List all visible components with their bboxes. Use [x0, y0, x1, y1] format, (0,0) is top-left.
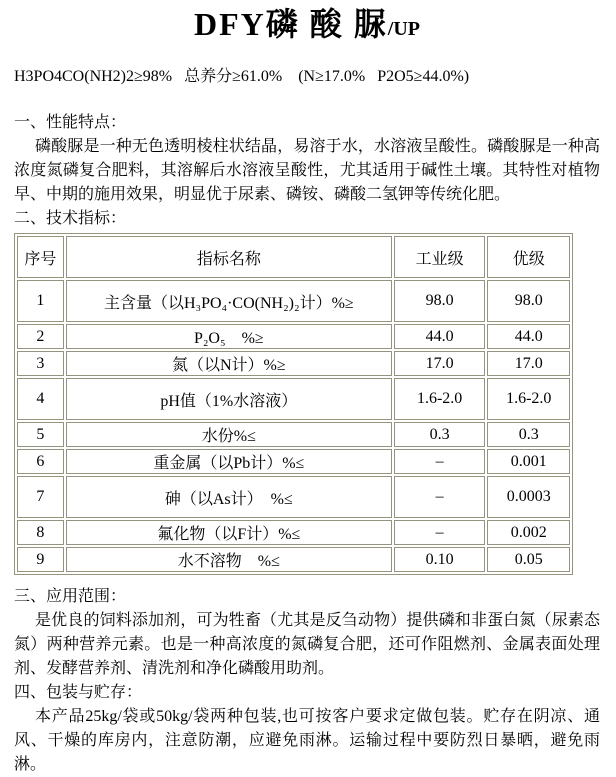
industrial-grade-value: – — [394, 520, 486, 545]
industrial-grade-value: 44.0 — [394, 324, 486, 349]
specs-line: H3PO4CO(NH2)2≥98% 总养分≥61.0% (N≥17.0% P2O5≥44.0%) — [14, 68, 470, 85]
premium-grade-value: 0.002 — [487, 520, 570, 545]
row-index: 7 — [17, 476, 64, 518]
row-index: 4 — [17, 378, 64, 420]
row-index: 1 — [17, 280, 64, 322]
section-1-body: 磷酸脲是一种无色透明棱柱状结晶，易溶于水，水溶液呈酸性。磷酸脲是一种高浓度氮磷复合肥料，其溶解后水溶液呈酸性，尤其适用于碱性土壤。其特性对植物早、中期的施用效果，明显优于尿素、磷铵、磷酸二氢钾等传统化肥。 — [14, 138, 600, 203]
indicator-name: P₂O₅ %≥ — [66, 324, 392, 349]
technical-indicators-table — [14, 233, 573, 575]
industrial-grade-value: – — [394, 476, 486, 518]
section-3-heading: 三、应用范围： — [14, 588, 127, 605]
table-header-row — [17, 236, 570, 278]
premium-grade-value: 0.0003 — [487, 476, 570, 518]
table-row — [17, 351, 570, 376]
row-index: 3 — [17, 351, 64, 376]
indicator-name: 重金属（以Pb计）%≤ — [66, 449, 392, 474]
table-row — [17, 476, 570, 518]
premium-grade-value: 44.0 — [487, 324, 570, 349]
section-2-heading: 二、技术指标： — [14, 210, 127, 227]
indicator-name: 主含量（以H₃PO₄·CO(NH₂)₂计）%≥ — [66, 280, 392, 322]
row-index: 5 — [17, 422, 64, 447]
indicator-name: 氟化物（以F计）%≤ — [66, 520, 392, 545]
page-title — [14, 4, 600, 49]
indicator-name: 水不溶物 %≤ — [66, 547, 392, 572]
industrial-grade-value: 1.6-2.0 — [394, 378, 486, 420]
premium-grade-value: 0.001 — [487, 449, 570, 474]
page-title-main: DFY磷 酸 脲 — [194, 6, 388, 42]
column-header-indicator-name: 指标名称 — [66, 236, 392, 278]
industrial-grade-value: 98.0 — [394, 280, 486, 322]
table-row — [17, 378, 570, 420]
industrial-grade-value: – — [394, 449, 486, 474]
indicator-name: 氮（以N计）%≥ — [66, 351, 392, 376]
table-row — [17, 520, 570, 545]
indicator-name: 砷（以As计） %≤ — [66, 476, 392, 518]
premium-grade-value: 17.0 — [487, 351, 570, 376]
table-row — [17, 547, 570, 572]
industrial-grade-value: 0.10 — [394, 547, 486, 572]
column-header-industrial-grade: 工业级 — [394, 236, 486, 278]
row-index: 9 — [17, 547, 64, 572]
table-row — [17, 324, 570, 349]
column-header-premium-grade: 优级 — [487, 236, 570, 278]
premium-grade-value: 0.3 — [487, 422, 570, 447]
indicator-name: pH值（1%水溶液） — [66, 378, 392, 420]
premium-grade-value: 1.6-2.0 — [487, 378, 570, 420]
premium-grade-value: 0.05 — [487, 547, 570, 572]
industrial-grade-value: 0.3 — [394, 422, 486, 447]
row-index: 6 — [17, 449, 64, 474]
section-1-heading: 一、性能特点： — [14, 114, 127, 131]
table-row — [17, 422, 570, 447]
table-row — [17, 280, 570, 322]
section-3-body: 是优良的饲料添加剂，可为牲畜（尤其是反刍动物）提供磷和非蛋白氮（尿素态氮）两种营养元素。也是一种高浓度的氮磷复合肥，还可作阻燃剂、金属表面处理剂、发酵营养剂、清洗剂和净化磷酸用助剂。 — [14, 612, 600, 677]
row-index: 8 — [17, 520, 64, 545]
row-index: 2 — [17, 324, 64, 349]
premium-grade-value: 98.0 — [487, 280, 570, 322]
section-4-body: 本产品25kg/袋或50kg/袋两种包装,也可按客户要求定做包装。贮存在阴凉、通风、干燥的库房内，注意防潮，应避免雨淋。运输过程中要防烈日暴晒，避免雨淋。 — [14, 708, 600, 773]
industrial-grade-value: 17.0 — [394, 351, 486, 376]
section-4-heading: 四、包装与贮存： — [14, 684, 143, 701]
indicator-name: 水份%≤ — [66, 422, 392, 447]
column-header-index: 序号 — [17, 236, 64, 278]
page-title-suffix: /UP — [387, 18, 420, 40]
table-row — [17, 449, 570, 474]
